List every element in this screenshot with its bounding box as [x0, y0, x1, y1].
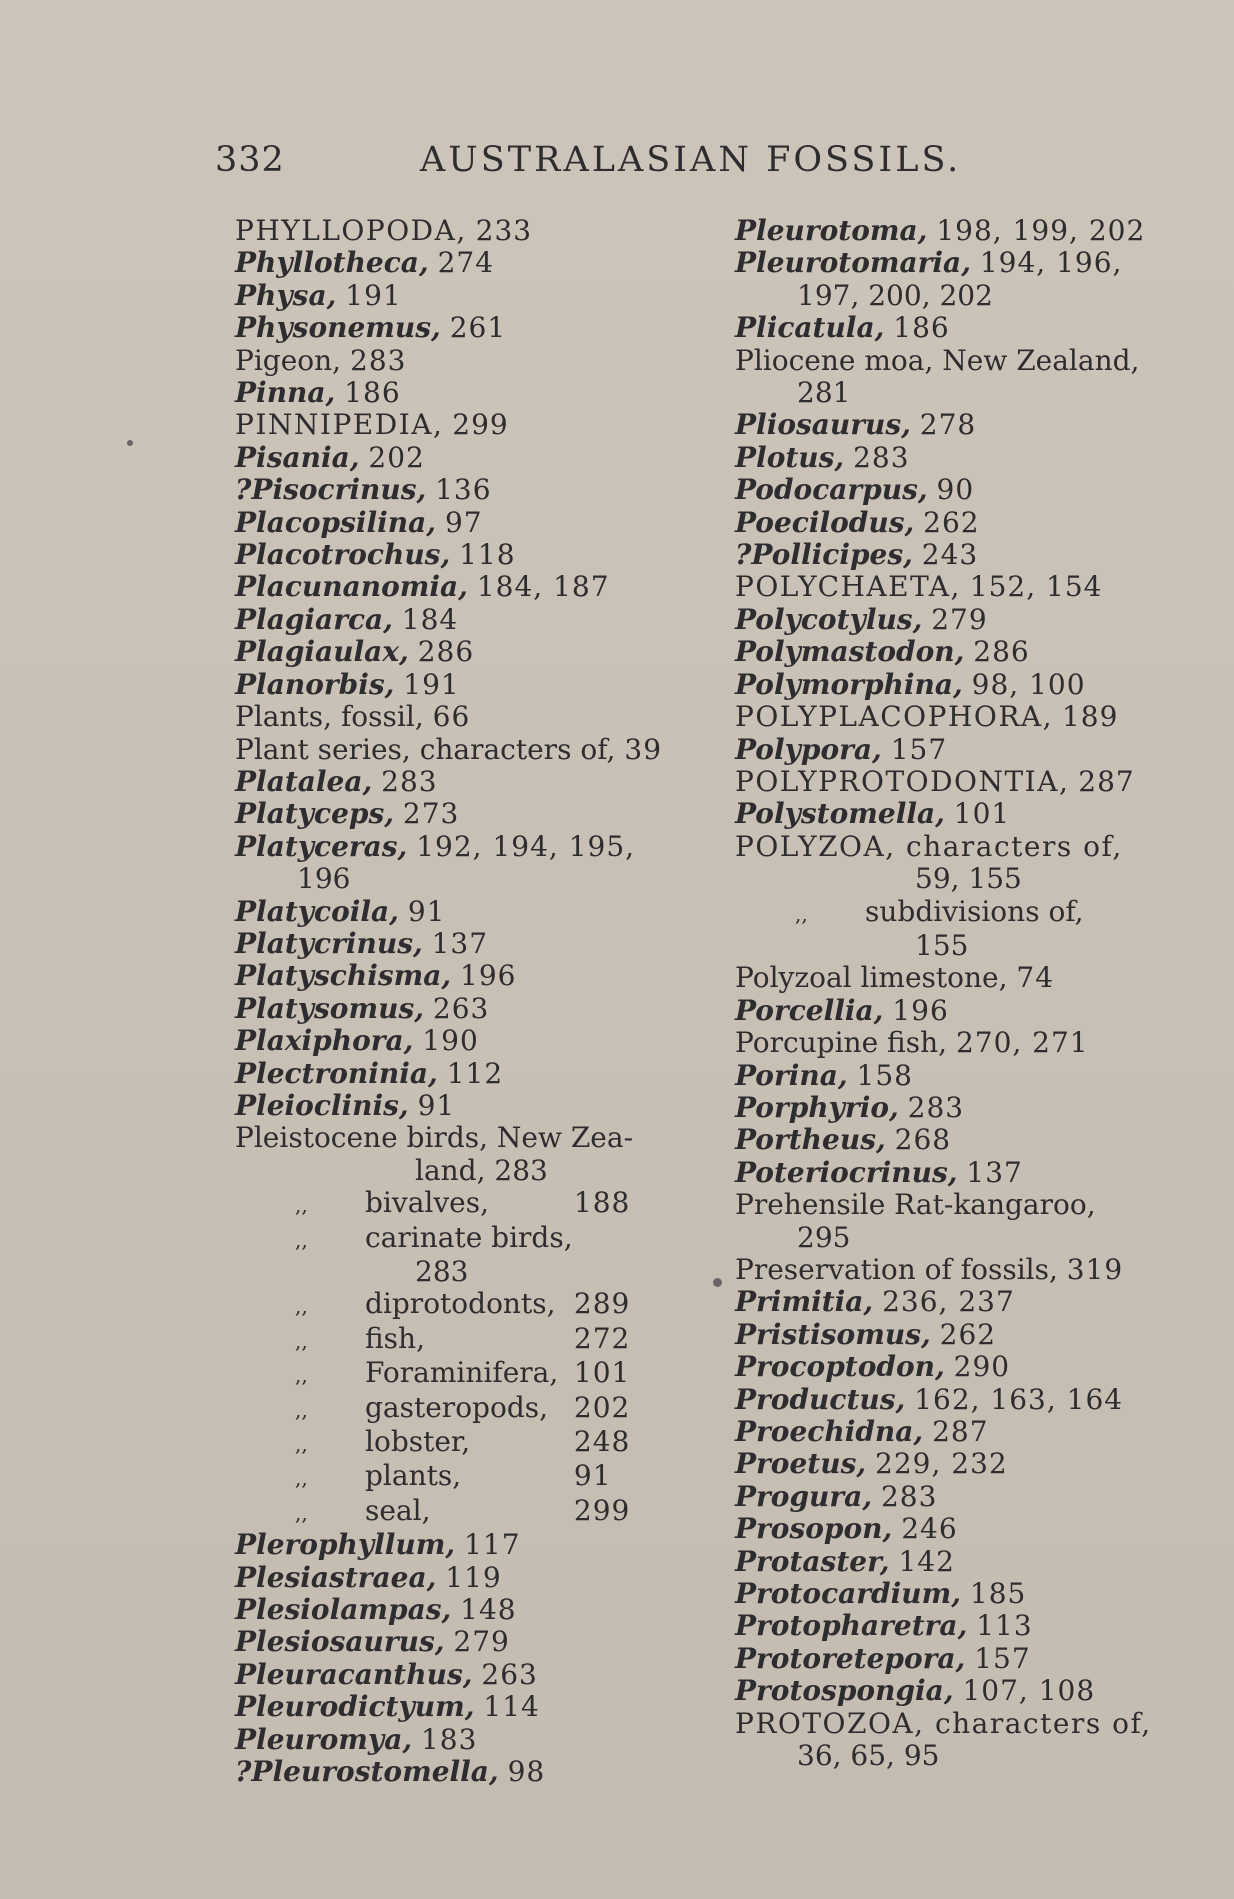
entry-pages: 91: [417, 1088, 456, 1122]
entry-pages: 162, 163, 164: [914, 1382, 1124, 1416]
entry-term: Placunanomia,: [235, 570, 468, 604]
paper-speck: [127, 440, 133, 446]
entry-term: Porina,: [735, 1058, 848, 1092]
entry-term: Pliosaurus,: [735, 408, 911, 442]
entry-term: PINNIPEDIA,: [235, 408, 444, 442]
entry-term: Protopharetra,: [735, 1609, 968, 1643]
entry-pages: 114: [483, 1690, 540, 1724]
ditto-mark: ,,: [295, 1363, 308, 1388]
index-entry: [235, 669, 675, 701]
index-entry: [235, 993, 675, 1025]
index-entry: [735, 1351, 1175, 1383]
entry-pages: 101: [573, 1356, 631, 1390]
entry-pages: 190: [422, 1024, 479, 1058]
entry-term: Pleuromya,: [235, 1722, 413, 1756]
entry-term: lobster,: [365, 1425, 471, 1459]
index-entry: [735, 831, 1175, 896]
entry-pages: 184: [401, 602, 459, 636]
entry-pages: 91: [573, 1459, 612, 1493]
entry-term: Pigeon,: [235, 343, 342, 377]
index-entry: [735, 701, 1175, 733]
index-entry: [235, 1058, 675, 1090]
index-entry: [735, 215, 1175, 247]
index-entry: [735, 1708, 1175, 1773]
index-entry: [235, 247, 675, 279]
entry-term: POLYPROTODONTIA,: [735, 764, 1070, 798]
entry-term: seal,: [365, 1493, 431, 1527]
index-entry: [235, 701, 675, 733]
index-entry: [735, 507, 1175, 539]
index-entry: [235, 604, 675, 636]
entry-term: Pleurotomaria,: [735, 246, 971, 280]
entry-pages: 278: [919, 408, 977, 442]
entry-pages: 283: [853, 440, 910, 474]
index-entry: [735, 409, 1175, 441]
index-subentry: [235, 1288, 675, 1322]
entry-pages: 136: [435, 473, 492, 507]
entry-term: fish,: [365, 1321, 425, 1355]
entry-term: Poecilodus,: [735, 505, 915, 539]
index-entry: [735, 1286, 1175, 1318]
entry-term: PHYLLOPODA,: [235, 214, 467, 247]
entry-term: Porcupine fish,: [735, 1026, 948, 1060]
entry-pages: 189: [1061, 700, 1119, 734]
index-entry: [735, 1189, 1175, 1254]
entry-pages: 142: [898, 1544, 955, 1578]
entry-pages: 283: [350, 343, 407, 377]
entry-pages: 202: [368, 440, 425, 474]
entry-continuation: 281: [797, 376, 851, 410]
entry-term: Proetus,: [735, 1447, 867, 1481]
entry-term: Plants, fossil,: [235, 700, 424, 734]
entry-continuation: 283: [415, 1255, 469, 1288]
entry-pages: 236, 237: [882, 1285, 1015, 1319]
entry-term: Plerophyllum,: [235, 1528, 456, 1562]
index-entry: [235, 280, 675, 312]
index-entry: [735, 345, 1175, 410]
entry-term: POLYPLACOPHORA,: [735, 700, 1054, 734]
index-column-left: [235, 215, 675, 1789]
index-subentry: [235, 1357, 675, 1391]
entry-pages: 286: [973, 635, 1030, 669]
entry-term: Pleioclinis,: [235, 1088, 409, 1122]
index-entry: [235, 928, 675, 960]
entry-term: Progura,: [735, 1479, 873, 1513]
entry-continuation: 59, 155: [915, 862, 1022, 896]
index-entry: [235, 1659, 675, 1691]
index-entry: [735, 1027, 1175, 1059]
index-entry: [235, 734, 675, 766]
index-entry: [235, 798, 675, 830]
entry-pages: 183: [420, 1722, 478, 1756]
entry-continuation: 295: [797, 1220, 851, 1254]
entry-pages: 118: [459, 538, 516, 572]
entry-pages: 263: [481, 1657, 538, 1691]
entry-term: Physa,: [235, 278, 337, 312]
entry-term: Pisania,: [235, 440, 360, 474]
index-entry: [235, 507, 675, 539]
index-entry: [735, 1157, 1175, 1189]
entry-pages: 229, 232: [875, 1447, 1008, 1481]
entry-term: Platyschisma,: [235, 959, 452, 993]
entry-term: POLYCHAETA,: [735, 570, 961, 604]
entry-term: Productus,: [735, 1382, 906, 1416]
index-entry: [235, 1025, 675, 1057]
index-column-right: [735, 215, 1175, 1773]
index-entry: [735, 766, 1175, 798]
ditto-mark: ,,: [295, 1328, 308, 1353]
index-subentry: [235, 1323, 675, 1357]
entry-pages: 119: [445, 1560, 502, 1594]
entry-term: Placopsilina,: [235, 505, 437, 539]
entry-pages: 198, 199, 202: [936, 214, 1146, 247]
entry-term: Plaxiphora,: [235, 1024, 414, 1058]
entry-pages: 192, 194, 195,: [416, 829, 636, 863]
entry-term: diprotodonts,: [365, 1287, 556, 1321]
index-subentry: [235, 1392, 675, 1426]
entry-pages: 283: [880, 1479, 938, 1513]
entry-term: Polyzoal limestone,: [735, 961, 1008, 995]
index-entry: [735, 1546, 1175, 1578]
entry-term: Pleurotoma,: [735, 214, 928, 247]
entry-term: bivalves,: [365, 1186, 490, 1220]
index-entry: [235, 215, 675, 247]
ditto-mark: ,,: [295, 1466, 308, 1491]
index-entry: [735, 571, 1175, 603]
entry-term: POLYZOA, characters of,: [735, 829, 1123, 863]
index-entry: [235, 539, 675, 571]
index-entry: [735, 1578, 1175, 1610]
entry-pages: 90: [936, 473, 975, 507]
index-entry: [735, 734, 1175, 766]
ditto-mark: ,,: [295, 1432, 308, 1457]
index-entry: [235, 1691, 675, 1723]
index-entry: [735, 798, 1175, 830]
index-entry: [735, 1319, 1175, 1351]
index-entry: [735, 1416, 1175, 1448]
entry-term: Pleistocene birds, New Zea-: [235, 1121, 634, 1155]
entry-pages: 279: [453, 1625, 510, 1659]
entry-pages: 91: [407, 894, 446, 928]
entry-term: Platycrinus,: [235, 926, 423, 960]
entry-term: Plesiolampas,: [235, 1593, 452, 1627]
entry-term: Pleuracanthus,: [235, 1657, 473, 1691]
entry-term: Phyllotheca,: [235, 246, 429, 280]
entry-term: Pristisomus,: [735, 1317, 931, 1351]
index-entry: [235, 1122, 675, 1187]
entry-pages: 157: [974, 1641, 1031, 1675]
entry-pages: 262: [939, 1317, 997, 1351]
entry-term: Polymorphina,: [735, 667, 963, 701]
entry-term: Polymastodon,: [735, 635, 965, 669]
index-entry: [735, 995, 1175, 1027]
paper-speck: [713, 1278, 722, 1287]
index-entry: [735, 962, 1175, 994]
index-entry: [735, 1675, 1175, 1707]
entry-pages: 287: [932, 1415, 989, 1449]
index-entry: [735, 1384, 1175, 1416]
entry-pages: 74: [1016, 961, 1055, 995]
index-entry: [235, 896, 675, 928]
entry-term: Podocarpus,: [735, 473, 928, 507]
index-entry: [235, 409, 675, 441]
index-subentry: [235, 1222, 675, 1289]
ditto-mark: ,,: [295, 1500, 308, 1525]
index-entry: [735, 442, 1175, 474]
entry-pages: 299: [573, 1493, 631, 1527]
ditto-mark: ,,: [295, 1227, 308, 1252]
index-entry: [235, 636, 675, 668]
index-entry: [735, 1610, 1175, 1642]
entry-pages: 158: [856, 1058, 913, 1092]
entry-pages: 101: [953, 797, 1011, 831]
entry-pages: 98: [507, 1755, 546, 1789]
entry-pages: 112: [446, 1056, 504, 1090]
entry-term: Poteriocrinus,: [735, 1155, 958, 1189]
index-entry: [735, 1254, 1175, 1286]
entry-term: Porphyrio,: [735, 1090, 899, 1124]
entry-pages: 148: [460, 1593, 517, 1627]
index-entry: [235, 1756, 675, 1788]
entry-pages: 196: [892, 993, 949, 1027]
entry-term: ?Pisocrinus,: [235, 473, 427, 507]
entry-pages: 157: [890, 732, 948, 766]
entry-term: Plicatula,: [735, 311, 885, 345]
entry-term: Pinna,: [235, 376, 336, 410]
entry-term: Plotus,: [735, 440, 845, 474]
entry-pages: 191: [345, 278, 402, 312]
entry-pages: 286: [417, 635, 475, 669]
ditto-mark: ,,: [295, 1193, 308, 1218]
index-entry: [735, 604, 1175, 636]
page-header: [215, 140, 975, 182]
entry-pages: 117: [464, 1528, 521, 1562]
entry-term: Planorbis,: [235, 667, 395, 701]
entry-term: Protoretepora,: [735, 1641, 966, 1675]
index-entry: [235, 1562, 675, 1594]
entry-continuation: 36, 65, 95: [797, 1739, 940, 1773]
entry-pages: 243: [921, 538, 979, 572]
entry-pages: 263: [432, 991, 490, 1025]
entry-pages: 283: [907, 1090, 965, 1124]
index-entry: [735, 636, 1175, 668]
entry-term: Physonemus,: [235, 311, 441, 345]
entry-pages: 107, 108: [962, 1674, 1096, 1708]
entry-term: Platalea,: [235, 764, 373, 798]
entry-pages: 186: [344, 376, 401, 410]
entry-pages: 274: [437, 246, 495, 280]
entry-pages: 66: [432, 700, 471, 734]
index-entry: [735, 1448, 1175, 1480]
entry-term: Preservation of fossils,: [735, 1253, 1058, 1286]
index-entry: [735, 669, 1175, 701]
entry-term: carinate birds,: [365, 1220, 573, 1254]
page-number: 332: [215, 140, 285, 180]
index-entry: [235, 766, 675, 798]
entry-pages: 270, 271: [955, 1026, 1089, 1060]
index-entry: [235, 1594, 675, 1626]
entry-term: Protaster,: [735, 1544, 890, 1578]
entry-term: Protospongia,: [735, 1674, 954, 1708]
entry-pages: 39: [624, 732, 663, 766]
entry-pages: 268: [894, 1123, 952, 1157]
entry-term: Foraminifera,: [365, 1356, 559, 1390]
entry-pages: 152, 154: [969, 570, 1103, 604]
entry-term: Placotrochus,: [235, 538, 451, 572]
entry-term: Prehensile Rat-kangaroo,: [735, 1188, 1096, 1222]
entry-pages: 233: [475, 214, 533, 247]
entry-term: Portheus,: [735, 1123, 886, 1157]
index-subentry: [735, 896, 1175, 963]
entry-term: Prosopon,: [735, 1512, 893, 1546]
entry-term: Polycotylus,: [735, 602, 923, 636]
entry-pages: 196: [460, 959, 517, 993]
entry-continuation: 197, 200, 202: [797, 278, 993, 312]
index-subentry: [235, 1460, 675, 1494]
entry-pages: 272: [573, 1321, 631, 1355]
entry-pages: 246: [901, 1512, 958, 1546]
index-subentry: [235, 1187, 675, 1221]
entry-pages: 289: [573, 1287, 631, 1321]
entry-term: ?Pleurostomella,: [235, 1755, 499, 1789]
entry-term: Polystomella,: [735, 797, 945, 831]
entry-pages: 287: [1078, 764, 1135, 798]
entry-pages: 97: [444, 505, 483, 539]
entry-pages: 137: [431, 926, 489, 960]
ditto-mark: ,,: [295, 1294, 308, 1319]
entry-continuation: land, 283: [415, 1153, 548, 1187]
entry-pages: 290: [953, 1350, 1011, 1384]
index-entry: [735, 539, 1175, 571]
entry-term: Plesiosaurus,: [235, 1625, 445, 1659]
index-entry: [235, 831, 675, 896]
entry-pages: 191: [403, 667, 460, 701]
index-entry: [735, 1643, 1175, 1675]
index-entry: [235, 442, 675, 474]
entry-pages: 98, 100: [971, 667, 1086, 701]
index-entry: [235, 474, 675, 506]
index-entry: [235, 1090, 675, 1122]
index-entry: [735, 474, 1175, 506]
entry-term: Pleurodictyum,: [235, 1690, 475, 1724]
ditto-mark: ,,: [795, 901, 808, 926]
index-entry: [735, 1481, 1175, 1513]
entry-pages: 188: [573, 1186, 631, 1220]
entry-term: Polypora,: [735, 732, 882, 766]
entry-term: Plectroninia,: [235, 1056, 438, 1090]
index-subentry: [235, 1426, 675, 1460]
entry-pages: 186: [893, 311, 950, 345]
index-entry: [735, 1060, 1175, 1092]
index-entry: [235, 571, 675, 603]
entry-term: Proechidna,: [735, 1415, 924, 1449]
entry-pages: 279: [931, 602, 988, 636]
index-subentry: [235, 1495, 675, 1529]
entry-pages: 202: [573, 1390, 631, 1424]
entry-pages: 248: [573, 1425, 631, 1459]
index-entry: [735, 312, 1175, 344]
entry-term: Procoptodon,: [735, 1350, 945, 1384]
ditto-mark: ,,: [295, 1397, 308, 1422]
entry-term: subdivisions of,: [865, 894, 1084, 928]
entry-term: gasteropods,: [365, 1390, 549, 1424]
entry-term: Plesiastraea,: [235, 1560, 437, 1594]
entry-pages: 319: [1066, 1253, 1124, 1286]
entry-term: Primitia,: [735, 1285, 874, 1319]
entry-term: Platycoila,: [235, 894, 399, 928]
index-entry: [235, 1626, 675, 1658]
index-entry: [235, 345, 675, 377]
entry-term: ?Pollicipes,: [735, 538, 913, 572]
entry-term: Platyceras,: [235, 829, 408, 863]
entry-term: Pliocene moa, New Zealand,: [735, 343, 1140, 377]
index-entry: [735, 1124, 1175, 1156]
entry-term: Plant series, characters of,: [235, 732, 616, 766]
entry-term: Porcellia,: [735, 993, 884, 1027]
entry-pages: 299: [452, 408, 509, 442]
entry-term: PROTOZOA, characters of,: [735, 1706, 1152, 1740]
entry-pages: 113: [976, 1609, 1033, 1643]
entry-pages: 261: [449, 311, 507, 345]
entry-pages: 262: [923, 505, 980, 539]
index-entry: [735, 1092, 1175, 1124]
index-entry: [235, 1529, 675, 1561]
entry-term: Platyceps,: [235, 797, 394, 831]
index-entry: [735, 247, 1175, 312]
entry-pages: 194, 196,: [979, 246, 1123, 280]
entry-term: plants,: [365, 1459, 462, 1493]
index-entry: [235, 960, 675, 992]
entry-pages: 184, 187: [476, 570, 610, 604]
index-entry: [235, 377, 675, 409]
entry-pages: 137: [966, 1155, 1023, 1189]
entry-term: Protocardium,: [735, 1577, 961, 1611]
entry-continuation: 196: [297, 862, 351, 896]
entry-pages: 273: [402, 797, 460, 831]
entry-pages: 185: [969, 1577, 1027, 1611]
running-title: AUSTRALASIAN FOSSILS.: [420, 140, 962, 180]
index-entry: [235, 312, 675, 344]
entry-continuation: 155: [915, 928, 969, 962]
entry-term: Plagiarca,: [235, 602, 393, 636]
index-entry: [735, 1513, 1175, 1545]
entry-term: Plagiaulax,: [235, 635, 409, 669]
entry-term: Platysomus,: [235, 991, 424, 1025]
entry-pages: 283: [381, 764, 438, 798]
index-entry: [235, 1724, 675, 1756]
